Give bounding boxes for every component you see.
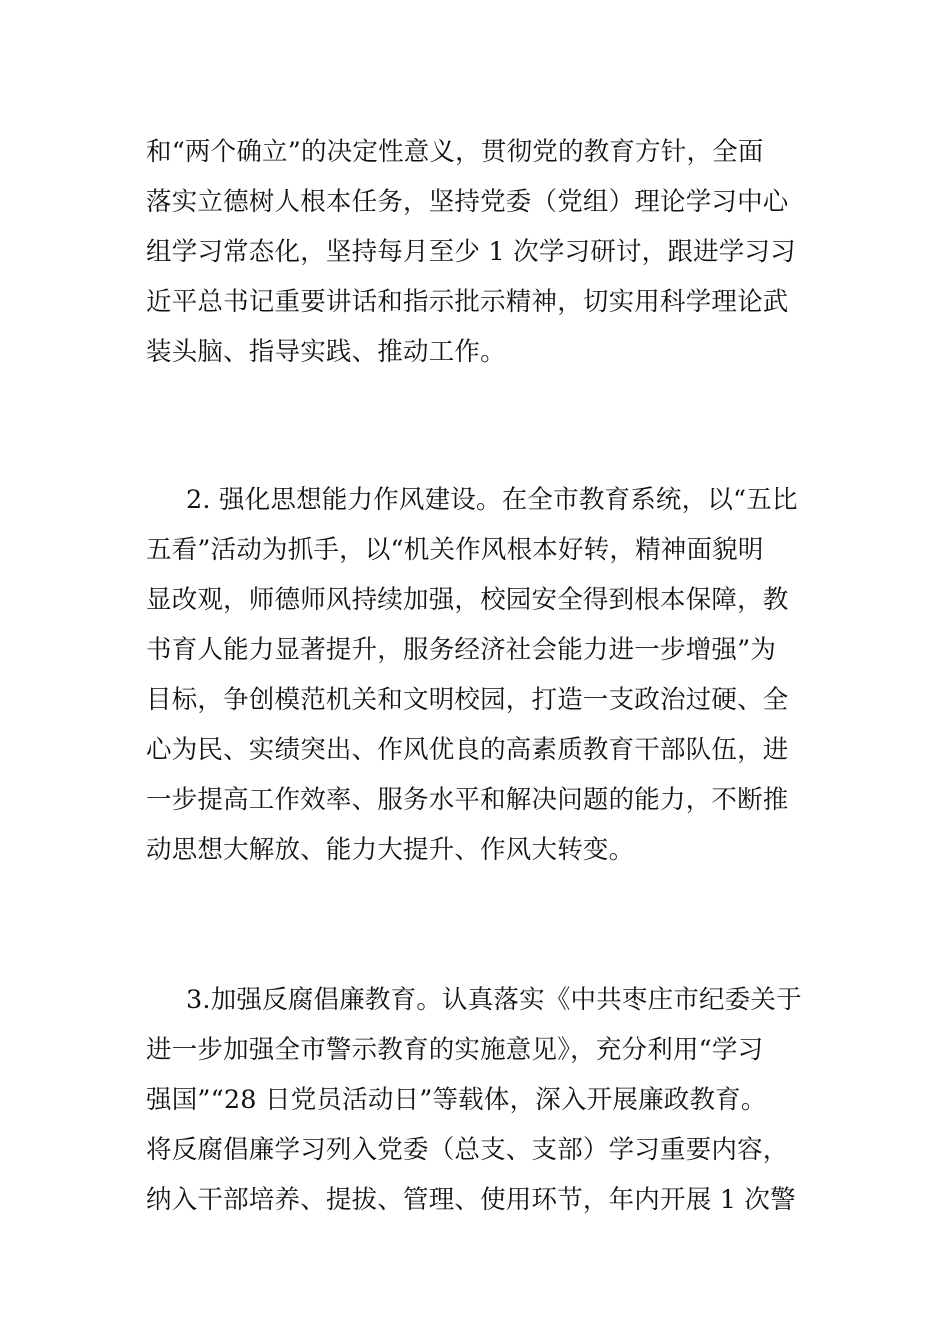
- text-line: 纳入干部培养、提拔、管理、使用环节，年内开展 1 次警: [146, 1185, 796, 1215]
- text-line: 进一步加强全市警示教育的实施意见》，充分利用“学习: [146, 1035, 764, 1065]
- text-line: 3.加强反腐倡廉教育。认真落实《中共枣庄市纪委关于: [186, 985, 802, 1015]
- text-line: 落实立德树人根本任务，坚持党委（党组）理论学习中心: [146, 187, 789, 217]
- text-line: 书育人能力显著提升，服务经济社会能力进一步增强”为: [146, 635, 777, 665]
- text-line: 动思想大解放、能力大提升、作风大转变。: [146, 835, 635, 865]
- text-line: 将反腐倡廉学习列入党委（总支、支部）学习重要内容，: [146, 1135, 789, 1165]
- text-line: 近平总书记重要讲话和指示批示精神，切实用科学理论武: [146, 287, 789, 317]
- text-line: 一步提高工作效率、服务水平和解决问题的能力，不断推: [146, 785, 789, 815]
- text-line: 2. 强化思想能力作风建设。在全市教育系统，以“五比: [186, 485, 798, 515]
- text-line: 显改观，师德师风持续加强，校园安全得到根本保障，教: [146, 585, 789, 615]
- text-line: 和“两个确立”的决定性意义，贯彻党的教育方针，全面: [146, 137, 764, 167]
- text-line: 心为民、实绩突出、作风优良的高素质教育干部队伍，进: [146, 735, 789, 765]
- text-line: 目标，争创模范机关和文明校园，打造一支政治过硬、全: [146, 685, 789, 715]
- text-line: 强国”“28 日党员活动日”等载体，深入开展廉政教育。: [146, 1085, 767, 1115]
- text-line: 装头脑、指导实践、推动工作。: [146, 337, 506, 367]
- text-line: 组学习常态化，坚持每月至少 1 次学习研讨，跟进学习习: [146, 237, 796, 267]
- text-line: 五看”活动为抓手，以“机关作风根本好转，精神面貌明: [146, 535, 764, 565]
